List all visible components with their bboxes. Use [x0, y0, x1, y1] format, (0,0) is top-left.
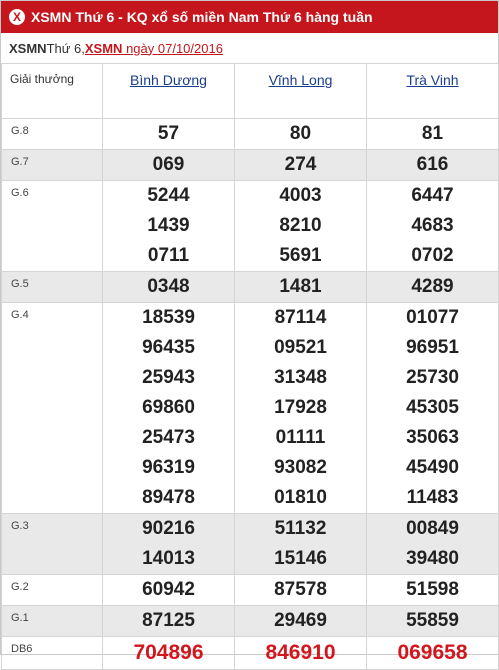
prize-cell — [103, 150, 235, 181]
prize-label: DB6 — [2, 637, 103, 670]
prize-cell — [367, 303, 499, 514]
prize-number: 51132 — [274, 518, 327, 539]
prize-cell — [235, 303, 367, 514]
prize-cell — [103, 606, 235, 637]
prize-number: 0702 — [411, 245, 454, 266]
panel-title: XSMN Thứ 6 - KQ xổ số miền Nam Thứ 6 hàng tuần — [31, 9, 373, 25]
prize-number: 274 — [284, 154, 317, 175]
prize-column-header: Giải thưởng — [2, 64, 103, 119]
prize-number: 5244 — [147, 185, 190, 206]
prize-number: 4683 — [411, 215, 454, 236]
prize-number: 87114 — [274, 307, 327, 328]
results-table — [1, 63, 499, 670]
prize-number: 93082 — [274, 457, 327, 478]
prize-number: 0711 — [147, 245, 190, 266]
special-prize-number: 069658 — [397, 641, 468, 664]
prize-number: 09521 — [274, 337, 327, 358]
prize-cell — [103, 514, 235, 575]
breadcrumb — [1, 33, 498, 63]
prize-number: 6447 — [411, 185, 454, 206]
prize-cell — [235, 575, 367, 606]
prize-cell — [235, 150, 367, 181]
breadcrumb-day: Thứ 6, — [46, 40, 85, 56]
prize-cell — [103, 637, 235, 670]
prize-number: 14013 — [142, 548, 195, 569]
prize-row — [2, 181, 499, 272]
prize-row — [2, 575, 499, 606]
province-link-binh-duong[interactable]: Bình Dương — [130, 72, 207, 88]
prize-row — [2, 303, 499, 514]
prize-number: 87578 — [274, 579, 327, 600]
prize-row — [2, 637, 499, 670]
prize-label: G.7 — [2, 150, 103, 181]
prize-number: 80 — [289, 123, 312, 144]
prize-label: G.8 — [2, 119, 103, 150]
prize-label: G.4 — [2, 303, 103, 514]
prize-number: 81 — [421, 123, 444, 144]
prize-label: G.1 — [2, 606, 103, 637]
prize-number: 069 — [152, 154, 185, 175]
special-prize-number: 704896 — [133, 641, 204, 664]
prize-cell — [235, 637, 367, 670]
prize-cell — [235, 181, 367, 272]
prize-label: G.2 — [2, 575, 103, 606]
prize-label: G.3 — [2, 514, 103, 575]
prize-number: 4003 — [279, 185, 322, 206]
breadcrumb-prefix: XSMN — [9, 40, 47, 56]
prize-cell — [235, 119, 367, 150]
prize-number: 8210 — [279, 215, 322, 236]
prize-number: 0348 — [147, 276, 190, 297]
prize-row — [2, 272, 499, 303]
prize-number: 89478 — [142, 487, 195, 508]
prize-number: 60942 — [142, 579, 195, 600]
prize-number: 90216 — [142, 518, 195, 539]
prize-row — [2, 150, 499, 181]
prize-cell — [367, 181, 499, 272]
prize-cell — [235, 272, 367, 303]
prize-number: 17928 — [274, 397, 327, 418]
prize-number: 616 — [416, 154, 449, 175]
prize-cell — [367, 637, 499, 670]
prize-cell — [103, 272, 235, 303]
prize-cell — [367, 150, 499, 181]
prize-cell — [103, 181, 235, 272]
prize-cell — [367, 606, 499, 637]
prize-cell — [367, 272, 499, 303]
prize-number: 96951 — [406, 337, 459, 358]
prize-cell — [367, 575, 499, 606]
prize-cell — [103, 119, 235, 150]
table-header-row — [2, 64, 499, 119]
prize-number: 51598 — [406, 579, 459, 600]
lottery-logo-icon: X — [9, 9, 25, 25]
prize-cell — [367, 119, 499, 150]
province-link-vinh-long[interactable]: Vĩnh Long — [268, 72, 333, 88]
prize-number: 1439 — [147, 215, 190, 236]
prize-number: 25473 — [142, 427, 195, 448]
prize-cell — [103, 303, 235, 514]
prize-row — [2, 119, 499, 150]
prize-cell — [103, 575, 235, 606]
prize-number: 31348 — [274, 367, 327, 388]
prize-number: 57 — [157, 123, 180, 144]
prize-number: 45305 — [406, 397, 459, 418]
prize-row — [2, 514, 499, 575]
prize-number: 11483 — [406, 487, 459, 508]
prize-number: 29469 — [274, 610, 327, 631]
prize-number: 00849 — [406, 518, 459, 539]
prize-number: 4289 — [411, 276, 454, 297]
prize-number: 5691 — [279, 245, 322, 266]
prize-number: 1481 — [279, 276, 322, 297]
prize-number: 55859 — [406, 610, 459, 631]
prize-row — [2, 606, 499, 637]
prize-number: 39480 — [406, 548, 459, 569]
prize-cell — [235, 606, 367, 637]
special-prize-number: 846910 — [265, 641, 336, 664]
prize-number: 45490 — [406, 457, 459, 478]
prize-label: G.5 — [2, 272, 103, 303]
prize-number: 96319 — [142, 457, 195, 478]
prize-number: 01111 — [275, 427, 326, 448]
prize-number: 96435 — [142, 337, 195, 358]
prize-number: 15146 — [274, 548, 327, 569]
prize-number: 18539 — [142, 307, 195, 328]
prize-cell — [235, 514, 367, 575]
prize-number: 01810 — [274, 487, 327, 508]
prize-number: 35063 — [406, 427, 459, 448]
prize-number: 01077 — [406, 307, 459, 328]
prize-cell — [367, 514, 499, 575]
prize-number: 25730 — [406, 367, 459, 388]
panel-header — [1, 1, 498, 33]
prize-number: 69860 — [142, 397, 195, 418]
xsmn-link[interactable]: XSMN ngày 07/10/2016 — [84, 40, 223, 56]
prize-number: 25943 — [142, 367, 195, 388]
province-link-tra-vinh[interactable]: Trà Vinh — [406, 72, 459, 88]
prize-number: 87125 — [142, 610, 195, 631]
prize-label: G.6 — [2, 181, 103, 272]
